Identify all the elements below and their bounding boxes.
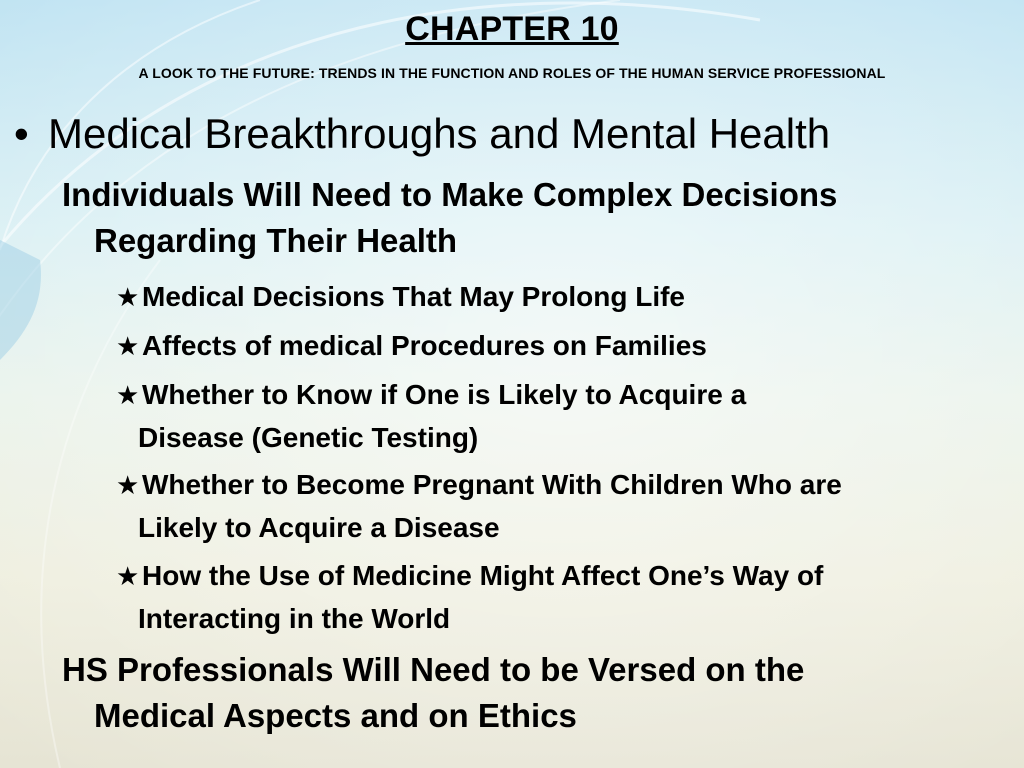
point-complex-decisions	[62, 172, 1012, 264]
slide-title: CHAPTER 10	[405, 10, 619, 48]
subpoint-text-continued: Disease (Genetic Testing)	[138, 422, 479, 453]
subpoint-text: Whether to Know if One is Likely to Acquire a	[142, 379, 747, 410]
point1-line2: Regarding Their Health	[94, 222, 458, 259]
star-icon: ★	[116, 562, 140, 592]
point1-line1: Individuals Will Need to Make Complex Decisions	[62, 176, 838, 213]
subpoint-prolong-life	[116, 276, 1016, 319]
star-icon: ★	[116, 381, 140, 411]
star-icon: ★	[116, 332, 140, 362]
star-icon: ★	[116, 283, 140, 313]
bullet-dot-icon: •	[14, 110, 29, 157]
point2-line2: Medical Aspects and on Ethics	[94, 697, 577, 734]
subpoint-text: How the Use of Medicine Might Affect One’s Way of	[142, 560, 824, 591]
point2-line1: HS Professionals Will Need to be Versed on the	[62, 651, 805, 688]
subpoint-medicine-interaction	[116, 555, 1016, 639]
subpoint-text: Whether to Become Pregnant With Children Who are	[142, 469, 842, 500]
subpoint-genetic-testing	[116, 374, 1016, 458]
main-bullet	[14, 110, 830, 158]
subpoint-text: Affects of medical Procedures on Families	[142, 330, 707, 361]
slide-subtitle: A LOOK TO THE FUTURE: TRENDS IN THE FUNCTION AND ROLES OF THE HUMAN SERVICE PROFESSIONAL	[138, 65, 886, 81]
star-icon: ★	[116, 471, 140, 501]
subpoint-text-continued: Interacting in the World	[138, 603, 451, 634]
subpoint-pregnancy	[116, 464, 1016, 548]
main-bullet-text: Medical Breakthroughs and Mental Health	[48, 110, 831, 157]
subpoint-text: Medical Decisions That May Prolong Life	[142, 281, 685, 312]
subpoint-text-continued: Likely to Acquire a Disease	[138, 512, 500, 543]
point-hs-professionals	[62, 647, 1012, 739]
subpoint-affects-families	[116, 325, 1016, 368]
